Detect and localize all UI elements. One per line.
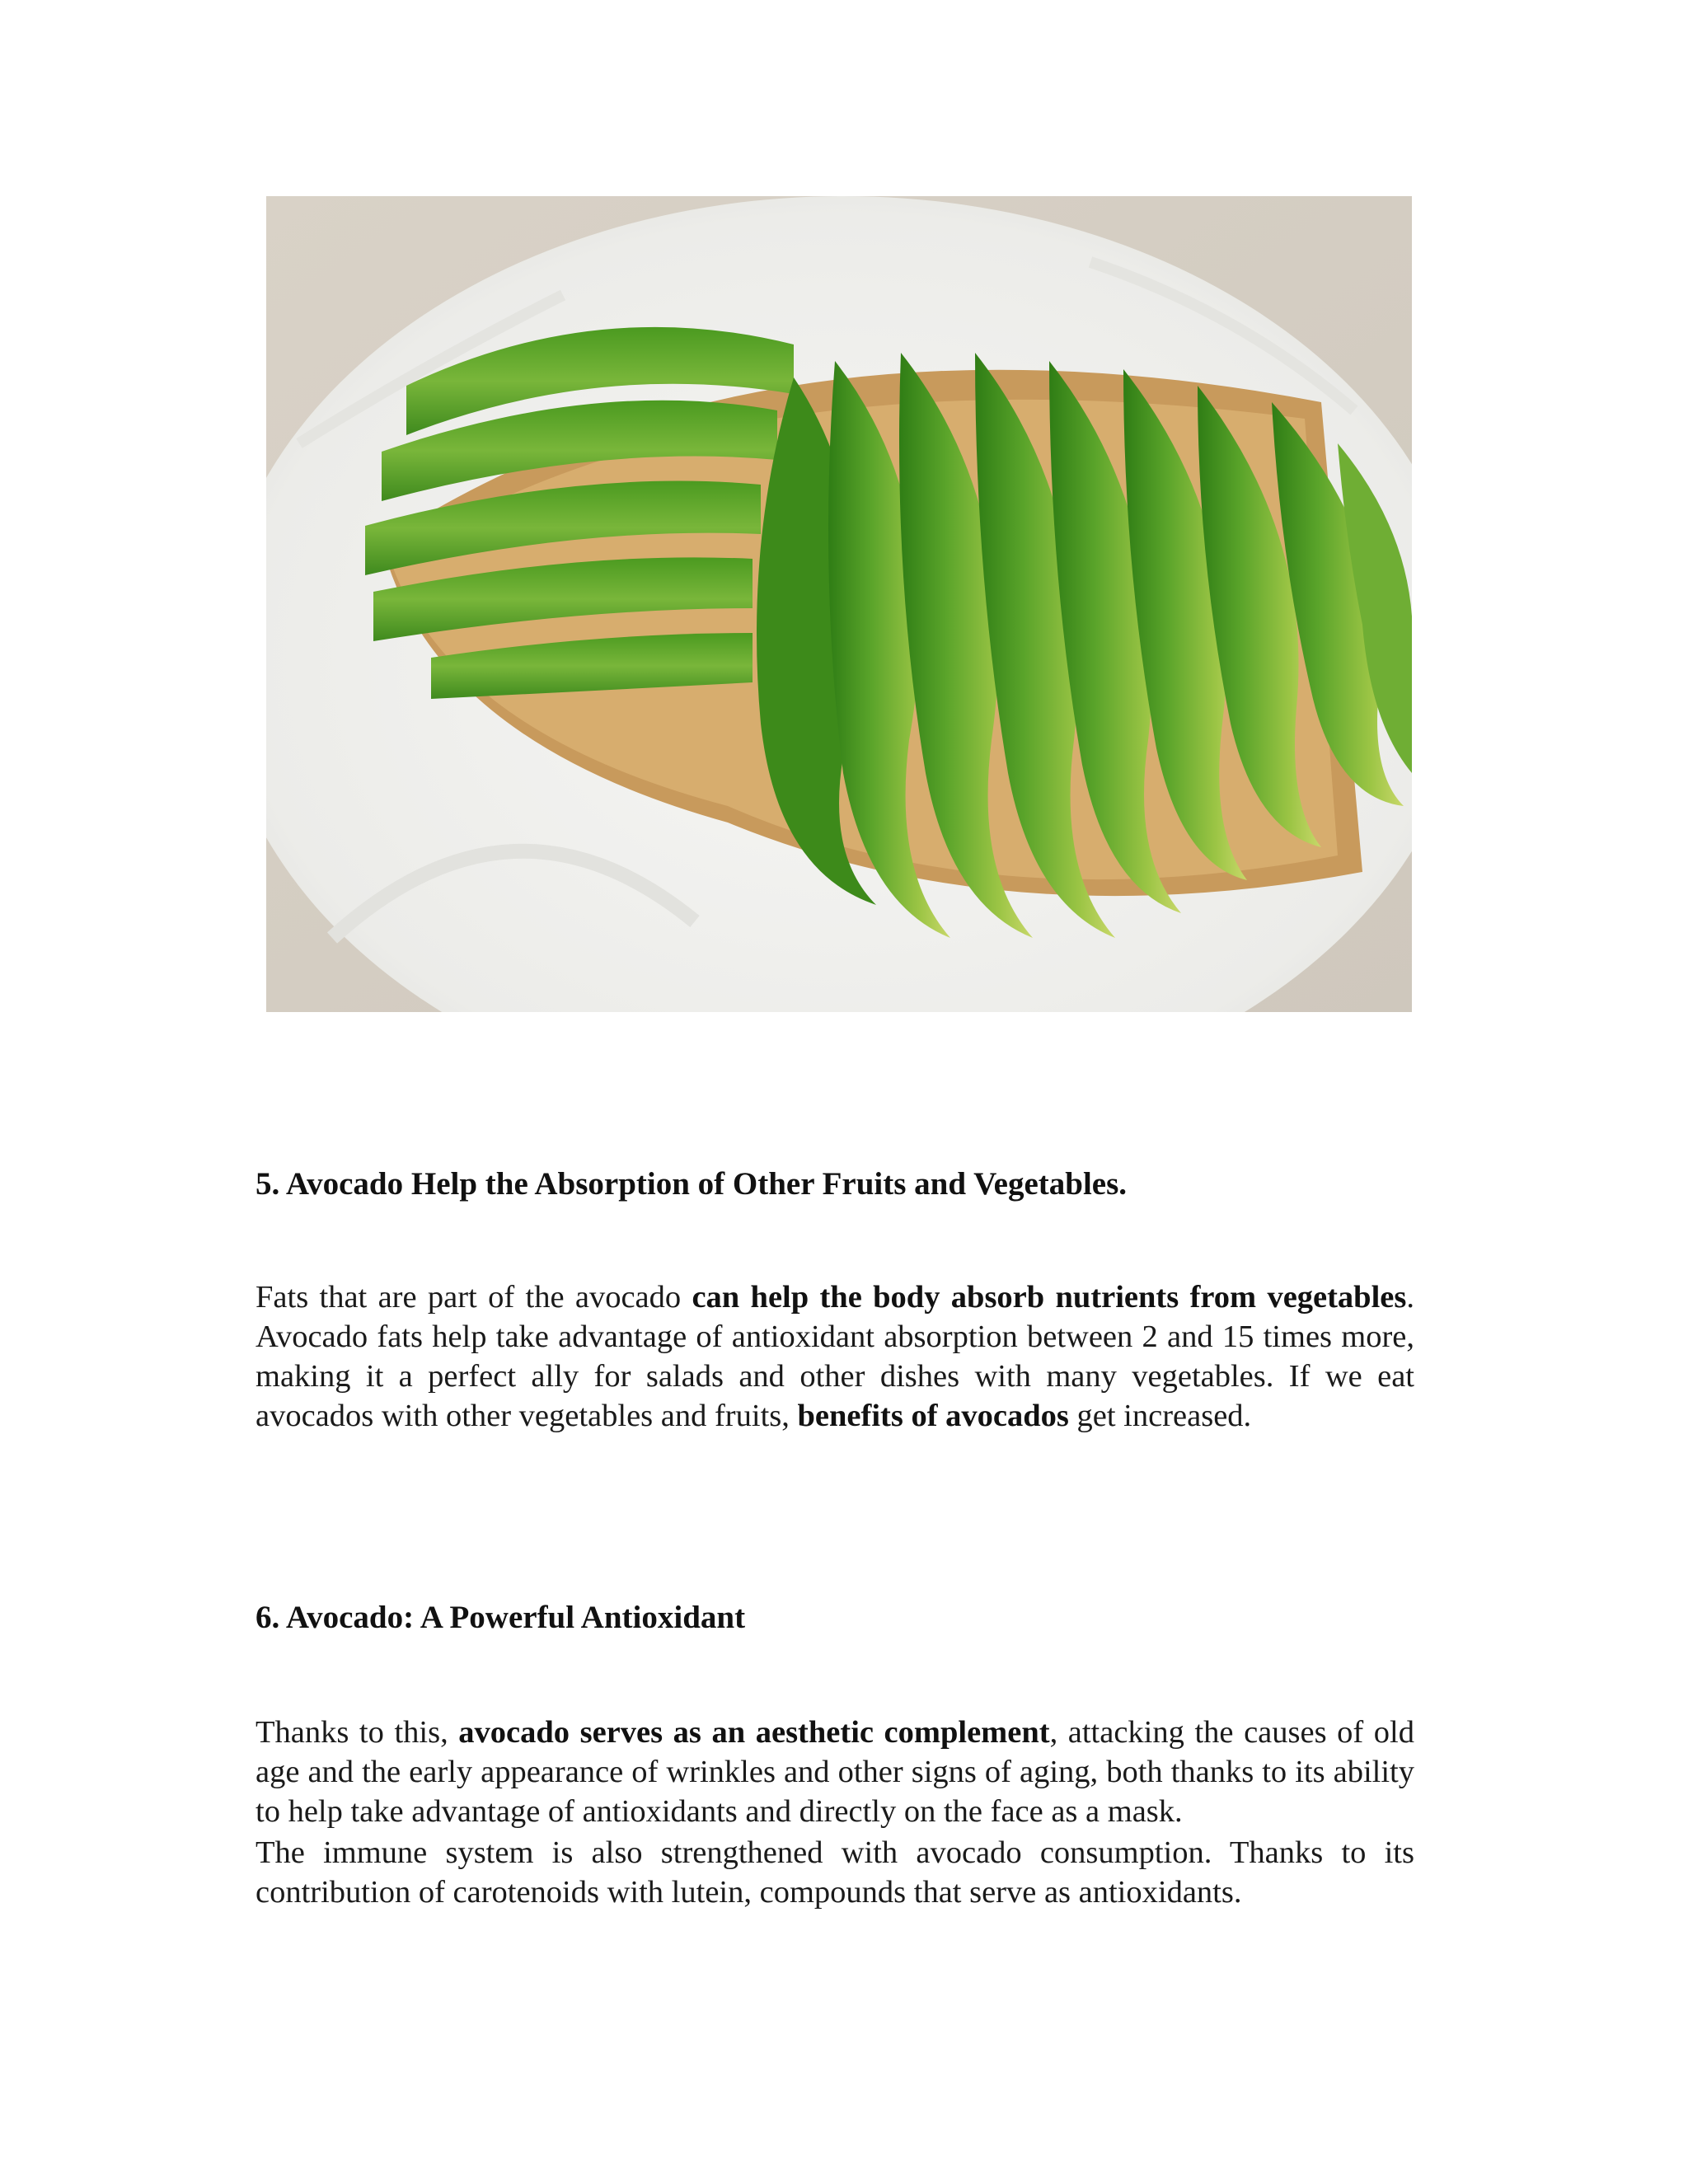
section-6-heading: 6. Avocado: A Powerful Antioxidant bbox=[256, 1600, 746, 1635]
text-run: . Avocado fats help take advantage of antioxidant absorption between 2 and 15 times more, making it a perfect ally for salads and other dishes with many vegetables. If we eat avocados with other vegetables and fruits, bbox=[256, 1280, 1414, 1433]
bold-run: avocado serves as an aesthetic complement bbox=[458, 1715, 1050, 1750]
section-5-heading: 5. Avocado Help the Absorption of Other Fruits and Vegetables. bbox=[256, 1166, 1128, 1202]
text-run: Fats that are part of the avocado bbox=[256, 1280, 692, 1315]
avocado-toast-photo bbox=[266, 196, 1412, 1012]
text-run: get increased. bbox=[1068, 1399, 1252, 1433]
bold-run: benefits of avocados bbox=[797, 1399, 1069, 1433]
bold-run: can help the body absorb nutrients from vegetables bbox=[692, 1280, 1407, 1315]
text-run: Thanks to this, bbox=[256, 1715, 459, 1750]
section-6-paragraph-1 bbox=[256, 1713, 1414, 1831]
section-6-paragraph-2: The immune system is also strengthened with avocado consumption. Thanks to its contribution of carotenoids with lutein, compounds that serve as antioxidants. bbox=[256, 1835, 1414, 1910]
section-5-paragraph bbox=[256, 1277, 1414, 1436]
text-run: , attacking the causes of old age and the early appearance of wrinkles and other signs of aging, both thanks to its ability to help take advantage of antioxidants and directly on the face as a mask. bbox=[256, 1715, 1414, 1829]
